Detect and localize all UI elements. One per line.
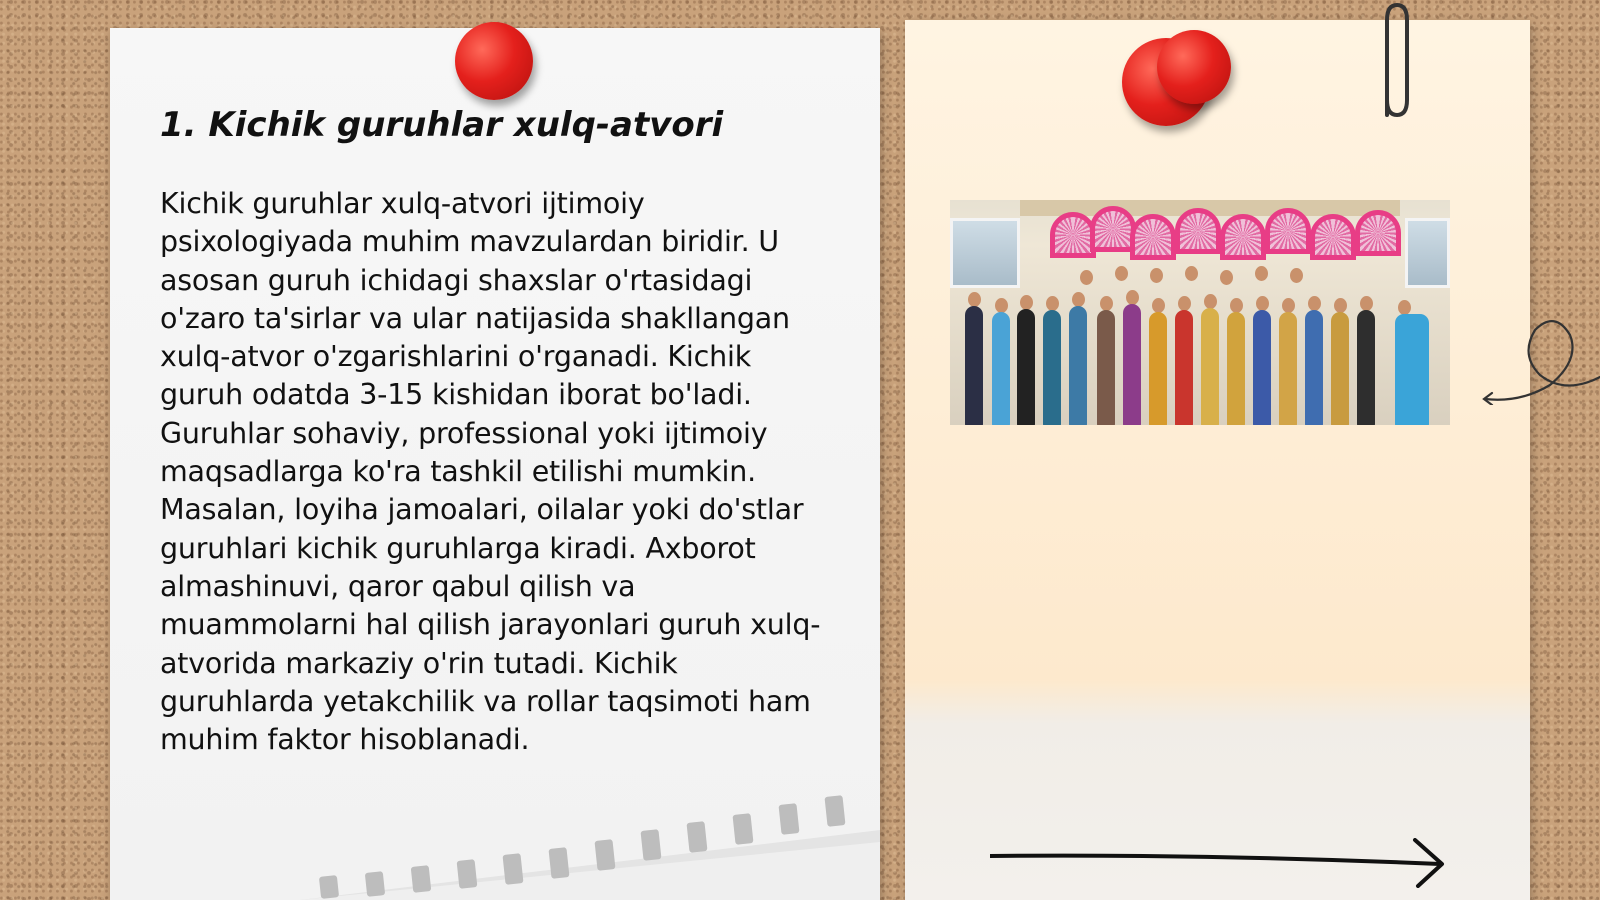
push-pin-icon [1157,30,1231,104]
right-note-paper [905,20,1530,900]
slide-paragraph: Kichik guruhlar xulq-atvori ijtimoiy psixologiyada muhim mavzulardan biridir. U asosan guruh ichidagi shaxslar o'rtasidagi o'zaro ta'sirlar va ular natijasida shakllangan xulq-atvor o'zgarishlarini o'rganadi. Kichik guruh odatda 3-15 kishidan iborat bo'ladi. Guruhlar sohaviy, professional yoki ijtimoiy maqsadlarga ko'ra tashkil etilishi mumkin. Masalan, loyiha jamoalari, oilalar yoki do'stlar guruhlari kichik guruhlarga kiradi. Axborot almashinuvi, qaror qabul qilish va muammolarni hal qilish jarayonlari guruh xulq-atvorida markaziy o'rin tutadi. Kichik guruhlarda yetakchilik va rollar taqsimoti ham muhim faktor hisoblanadi. [160,187,821,757]
torn-spiral-edge [300,790,880,900]
right-arrow-icon [990,838,1450,888]
group-photo [950,200,1450,425]
slide-heading: 1. Kichik guruhlar xulq-atvori [160,105,724,145]
curly-arrow-icon [1480,315,1600,405]
push-pin-icon [455,22,533,100]
paperclip-icon [1375,0,1415,122]
